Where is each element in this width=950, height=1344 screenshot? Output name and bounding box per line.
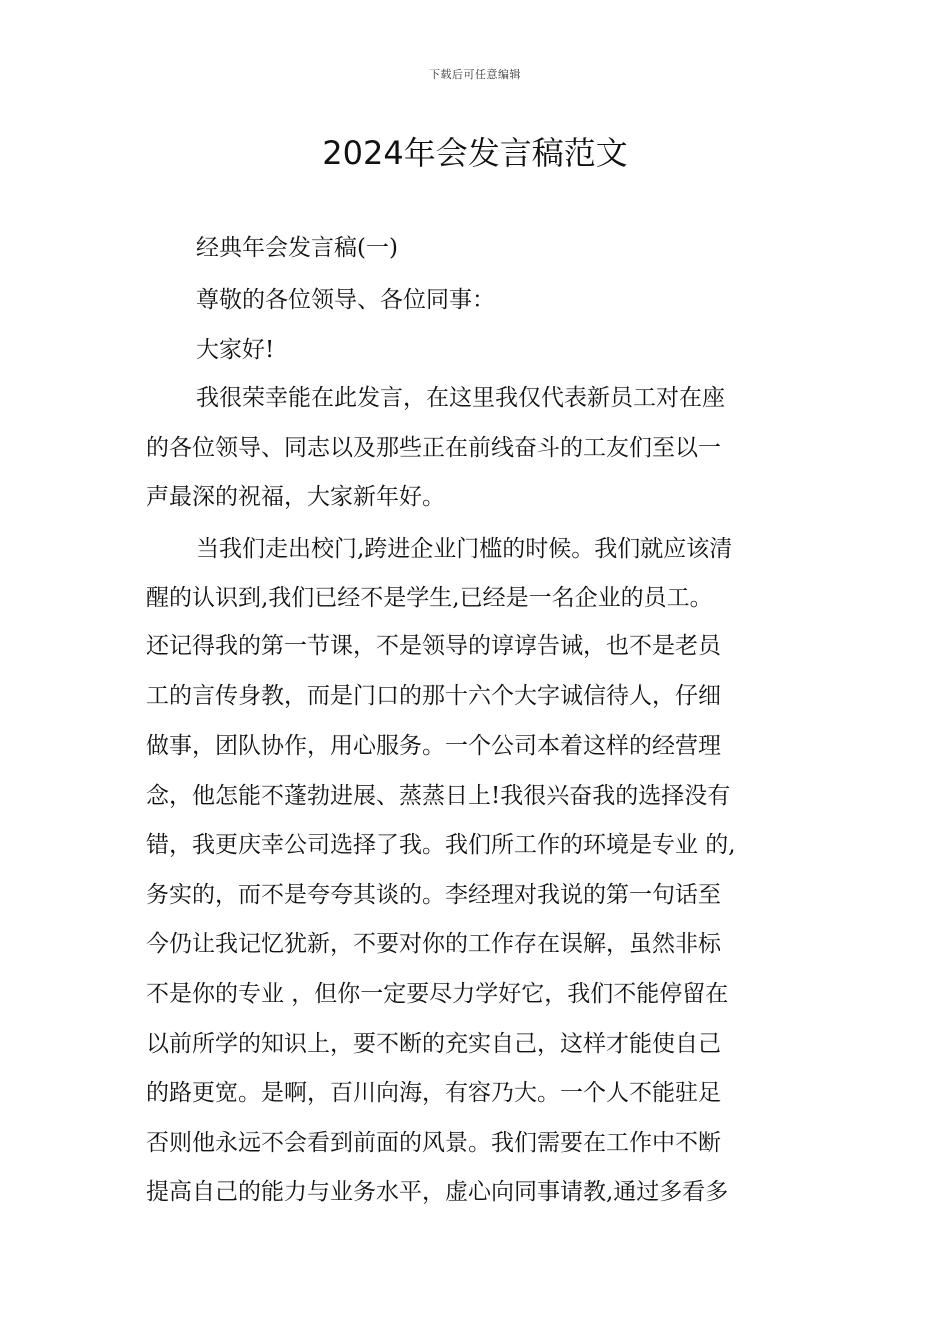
body-line: 声最深的祝福，大家新年好。 — [146, 484, 445, 510]
subtitle-line: 经典年会发言稿(一) — [196, 235, 398, 261]
greeting-line: 大家好! — [196, 337, 275, 363]
body-line: 工的言传身教，而是门口的那十六个大字诚信待人，仔细 — [146, 683, 721, 709]
body-line: 还记得我的第一节课，不是领导的谆谆告诫，也不是老员 — [146, 633, 721, 659]
body-line: 当我们走出校门,跨进企业门槛的时候。我们就应该清 — [196, 536, 733, 562]
body-line: 做事，团队协作，用心服务。一个公司本着这样的经营理 — [146, 733, 721, 759]
body-line: 我很荣幸能在此发言，在这里我仅代表新员工对在座 — [196, 385, 725, 411]
body-line: 否则他永远不会看到前面的风景。我们需要在工作中不断 — [146, 1130, 721, 1156]
body-line: 醒的认识到,我们已经不是学生,已经是一名企业的员工。 — [146, 585, 713, 611]
body-line: 错，我更庆幸公司选择了我。我们所工作的环境是专业 的, — [146, 832, 736, 858]
body-line: 念，他怎能不蓬勃进展、蒸蒸日上!我很兴奋我的选择没有 — [146, 783, 731, 809]
salutation-line: 尊敬的各位领导、各位同事： — [196, 287, 495, 313]
body-line: 不是你的专业 ，但你一定要尽力学好它，我们不能停留在 — [146, 981, 729, 1007]
body-line: 提高自己的能力与业务水平，虚心向同事请教,通过多看多 — [146, 1179, 729, 1205]
document-title: 2024年会发言稿范文 — [322, 134, 628, 172]
body-line: 以前所学的知识上，要不断的充实自己，这样才能使自己 — [146, 1031, 721, 1057]
header-note: 下载后可任意编辑 — [429, 68, 521, 81]
body-line: 今仍让我记忆犹新，不要对你的工作存在误解，虽然非标 — [146, 931, 721, 957]
body-line: 的路更宽。是啊，百川向海，有容乃大。一个人不能驻足 — [146, 1080, 721, 1106]
body-line: 的各位领导、同志以及那些正在前线奋斗的工友们至以一 — [146, 435, 721, 461]
body-line: 务实的，而不是夸夸其谈的。李经理对我说的第一句话至 — [146, 882, 721, 908]
